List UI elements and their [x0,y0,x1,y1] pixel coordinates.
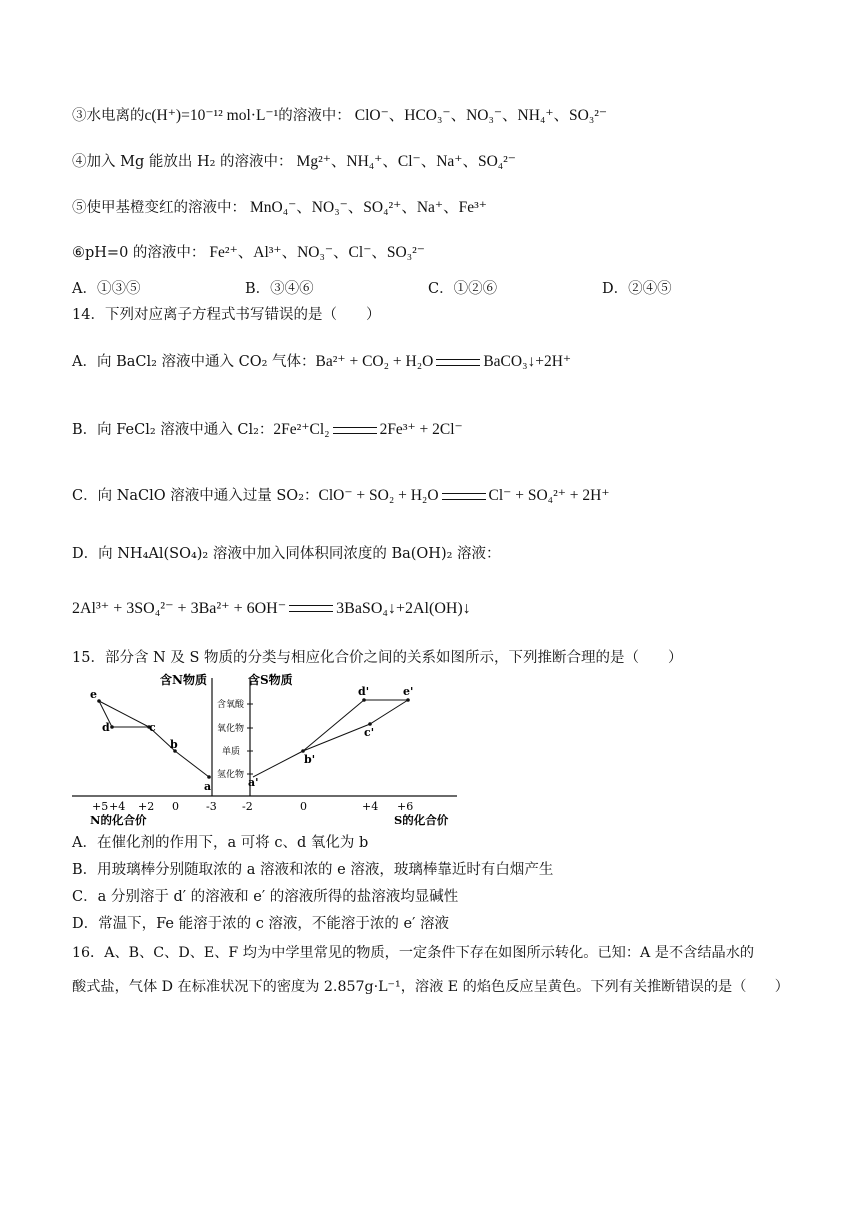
point-e-prime [406,698,410,702]
label-c-prime: c' [364,726,375,739]
q15-option-a: A．在催化剂的作用下，a 可将 c、d 氧化为 b [72,835,369,851]
q15-option-b: B．用玻璃棒分别随取浓的 a 溶液和浓的 e 溶液，玻璃棒靠近时有白烟产生 [72,862,554,878]
n-axis-title: N的化合价 [90,813,147,827]
label-b: b [170,738,178,751]
q16-stem-line1: 16．A、B、C、D、E、F 均为中学里常见的物质，一定条件下存在如图所示转化。已知：A 是不含结晶水的 [72,945,755,961]
n-tick-m3: -3 [206,800,217,813]
q14-stem: 14．下列对应离子方程式书写错误的是（ ） [72,307,381,323]
n-tick-p5: +5 [92,800,109,813]
q15-stem: 15．部分含 N 及 S 物质的分类与相应化合价之间的关系如图所示，下列推断合理的是（ ） [72,650,683,666]
q15-option-d: D．常温下，Fe 能溶于浓的 c 溶液，不能溶于浓的 e′ 溶液 [72,916,450,932]
q14-option-a: A．向 BaCl₂ 溶液中通入 CO₂ 气体：Ba²⁺ + CO₂ + H₂O BaCO₃↓+2H⁺ [72,353,572,370]
q16-stem-line2: 酸式盐，气体 D 在标准状况下的密度为 2.857g·L⁻¹，溶液 E 的焰色反应呈黄色。下列有关推断错误的是（ ） [72,979,789,995]
q13-item-5: ⑤使甲基橙变红的溶液中： MnO₄⁻、NO₃⁻、SO₄²⁺、Na⁺、Fe³⁺ [72,199,487,216]
q13-option-c: C．①②⑥ [428,281,498,297]
q13-item-3: ③水电离的c(H⁺)=10⁻¹² mol·L⁻¹的溶液中： ClO⁻、HCO₃⁻、NO₃⁻、NH₄⁺、SO₃²⁻ [72,107,608,124]
equals-double-line-icon [442,493,486,500]
q15-option-c: C．a 分别溶于 d′ 的溶液和 e′ 的溶液所得的盐溶液均显碱性 [72,889,459,905]
n-title: 含N物质 [160,673,207,687]
label-d: d [102,721,110,734]
equals-double-line-icon [289,605,333,612]
q13-option-a: A．①③⑤ [72,281,141,297]
label-d-prime: d' [358,685,370,698]
equals-double-line-icon [436,359,480,366]
point-a [207,775,211,779]
q13-item-6: ⑥pH=0 的溶液中： Fe²⁺、Al³⁺、NO₃⁻、Cl⁻、SO₃²⁻ [72,244,425,261]
point-e [97,699,101,703]
q15-figure [72,668,462,828]
cat-element: 单质 [222,747,241,757]
cat-oxyacid: 含氧酸 [217,700,245,710]
equals-double-line-icon [333,427,377,434]
s-tick-m2: -2 [242,800,253,813]
cat-hydride: 氢化物 [217,770,245,780]
s-tick-p6: +6 [397,800,414,813]
label-a: a [204,780,212,793]
q13-option-d: D．②④⑤ [602,281,672,297]
label-b-prime: b' [304,753,316,766]
n-tick-0: 0 [172,800,179,813]
s-title: 含S物质 [248,673,293,687]
q14-option-d: D．向 NH₄Al(SO₄)₂ 溶液中加入同体积同浓度的 Ba(OH)₂ 溶液： [72,546,501,562]
cat-oxide: 氧化物 [217,724,245,734]
q13-option-b: B．③④⑥ [245,281,314,297]
q13-item-4: ④加入 Mg 能放出 H₂ 的溶液中： Mg²⁺、NH₄⁺、Cl⁻、Na⁺、SO₄²⁻ [72,153,516,170]
n-tick-p4: +4 [109,800,126,813]
q14-option-c: C．向 NaClO 溶液中通入过量 SO₂：ClO⁻ + SO₂ + H₂O Cl⁻ + SO₄²⁺ + 2H⁺ [72,487,610,504]
q14-option-b: B．向 FeCl₂ 溶液中通入 Cl₂：2Fe²⁺Cl₂ 2Fe³⁺ + 2Cl⁻ [72,421,463,438]
s-axis-title: S的化合价 [394,813,449,827]
label-e: e [90,688,97,701]
label-a-prime: a' [248,776,259,789]
label-c: c [149,721,156,734]
q14-option-d-equation: 2Al³⁺ + 3SO₄²⁻ + 3Ba²⁺ + 6OH⁻ 3BaSO₄↓+2Al(OH)↓ [72,600,471,617]
point-d [110,725,114,729]
s-tick-0: 0 [300,800,307,813]
point-d-prime [362,698,366,702]
label-e-prime: e' [403,685,414,698]
n-tick-p2: +2 [138,800,155,813]
s-tick-p4: +4 [362,800,379,813]
